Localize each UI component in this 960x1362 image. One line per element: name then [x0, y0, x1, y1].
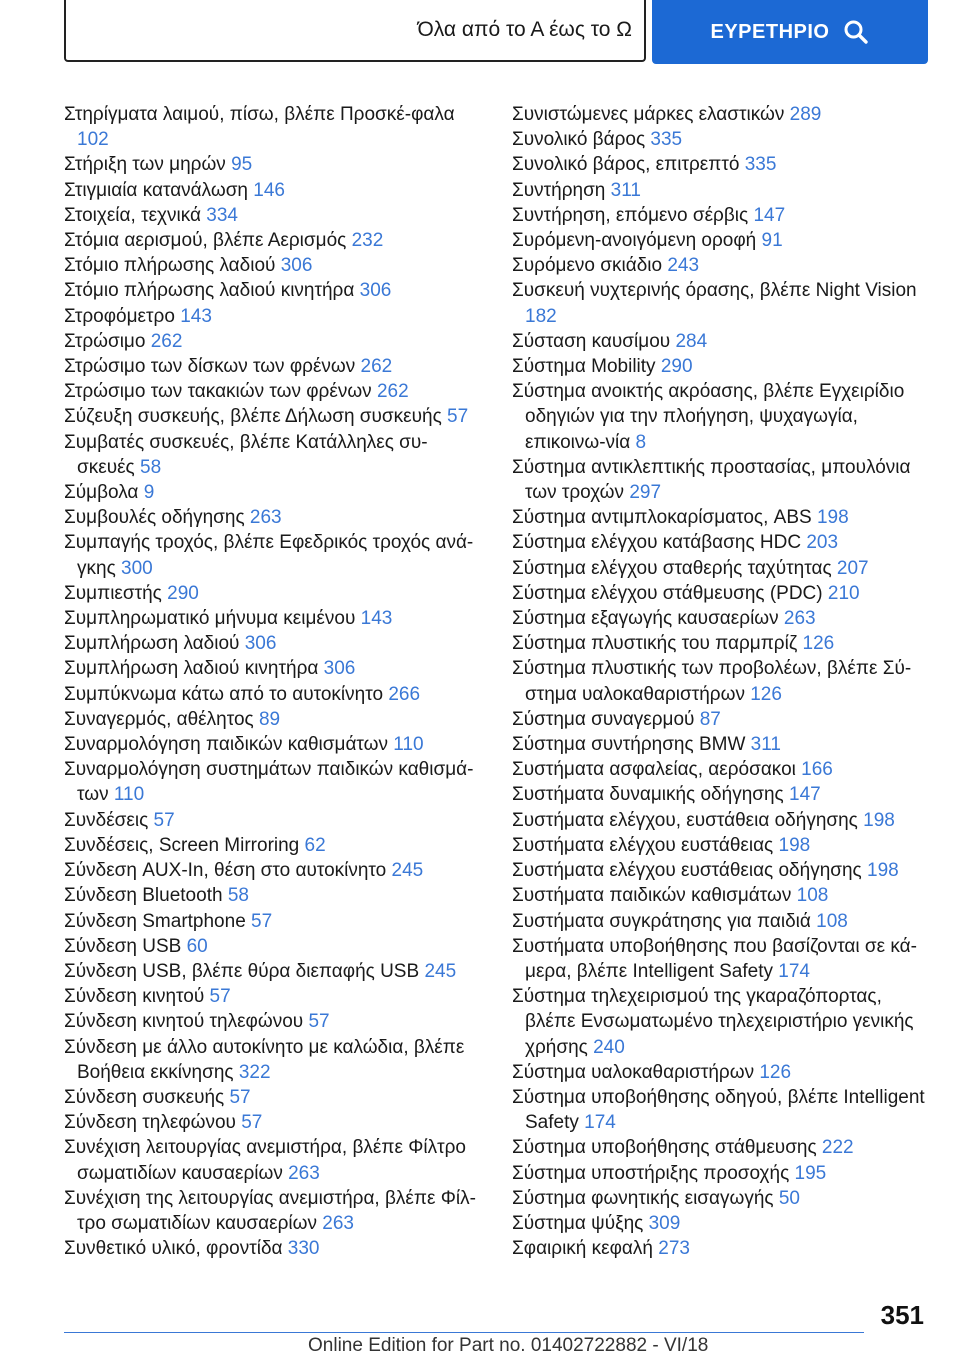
index-entry-text: Συστήματα ελέγχου ευστάθειας	[512, 834, 774, 856]
index-entry-page-link[interactable]: 126	[759, 1061, 792, 1083]
index-entry-page-link[interactable]: 243	[667, 255, 700, 277]
index-entry	[512, 354, 932, 379]
index-entry-page-link[interactable]: 147	[789, 784, 821, 806]
index-entry	[512, 278, 932, 328]
index-entry	[512, 505, 932, 530]
index-entry-text: Σύστημα φωνητικής εισαγωγής	[512, 1187, 774, 1209]
index-entry-text: Σφαιρική κεφαλή	[512, 1238, 653, 1260]
index-entry-page-link[interactable]: 290	[660, 356, 693, 378]
index-entry-page-link[interactable]: 203	[806, 532, 839, 554]
index-entry-text: Συντήρηση	[512, 179, 606, 201]
index-entry-text: Συμπλήρωση λαδιού κινητήρα	[64, 658, 319, 680]
index-entry-page-link[interactable]: 263	[322, 1212, 354, 1234]
index-column-left	[64, 102, 484, 1261]
index-entry-text: Σύστημα συντήρησης BMW	[512, 734, 746, 756]
index-entry-page-link[interactable]: 110	[393, 734, 424, 756]
index-entry-page-link[interactable]: 195	[794, 1162, 827, 1184]
index-entry	[512, 530, 932, 555]
index-entry-text: Σύστημα υποβοήθησης οδηγού, βλέπε Intelligent Safety	[512, 1086, 925, 1134]
index-entry-page-link[interactable]: 58	[227, 885, 249, 907]
index-entry-text: Σύνδεση Smartphone	[64, 910, 246, 932]
index-entry	[64, 203, 484, 228]
index-entry-text: Σύνδεση τηλεφώνου	[64, 1112, 236, 1134]
index-entry	[64, 480, 484, 505]
index-entry-page-link[interactable]: 306	[359, 280, 392, 302]
index-entry-text: Στιγμιαία κατανάλωση	[64, 179, 248, 201]
index-entry-page-link[interactable]: 245	[391, 860, 424, 882]
index-entry-text: Συνδέσεις, Screen Mirroring	[64, 834, 300, 856]
index-entry-page-link[interactable]: 174	[778, 960, 810, 982]
index-entry	[64, 909, 484, 934]
index-entry-page-link[interactable]: 95	[231, 154, 253, 176]
index-entry-text: Σύστημα πλυστικής των προβολέων, βλέπε Σύ-στημα υαλοκαθαριστήρων	[512, 658, 912, 705]
index-entry-page-link[interactable]: 108	[816, 910, 848, 932]
index-entry-text: Σύνδεση κινητού τηλεφώνου	[64, 1011, 304, 1033]
index-entry-text: Συνδέσεις	[64, 809, 149, 831]
index-entry-page-link[interactable]: 174	[584, 1112, 616, 1134]
search-icon[interactable]	[843, 19, 869, 45]
index-entry-text: Σύνδεση κινητού	[64, 986, 205, 1008]
index-entry-page-link[interactable]: 9	[143, 482, 155, 504]
index-entry	[64, 102, 484, 152]
index-entry	[512, 379, 932, 455]
index-entry	[512, 329, 932, 354]
index-entry-text: Σύστημα ανοικτής ακρόασης, βλέπε Εγχειρίδιο οδηγιών για την πλοήγηση, ψυχαγωγία, επικοινω-νία	[512, 381, 905, 453]
index-entry	[512, 707, 932, 732]
index-entry-text: Συμπλήρωση λαδιού	[64, 633, 240, 655]
index-entry	[512, 1236, 932, 1261]
index-entry-text: Συναρμολόγηση παιδικών καθισμάτων	[64, 734, 388, 756]
index-entry-page-link[interactable]: 222	[821, 1137, 854, 1159]
index-entry-text: Σύστημα ελέγχου σταθερής ταχύτητας	[512, 557, 832, 579]
index-entry-page-link[interactable]: 126	[802, 633, 835, 655]
index-entry	[512, 102, 932, 127]
index-entry-page-link[interactable]: 311	[610, 179, 641, 201]
index-entry-page-link[interactable]: 289	[789, 104, 822, 125]
index-entry-page-link[interactable]: 330	[287, 1238, 320, 1260]
index-entry-page-link[interactable]: 290	[167, 582, 199, 604]
index-entry-page-link[interactable]: 263	[288, 1162, 320, 1184]
index-entry	[512, 556, 932, 581]
index-entry	[64, 883, 484, 908]
tab-a-to-z-label: Όλα από το Α έως το Ω	[417, 18, 632, 41]
index-entry-text: Στόμια αερισμού, βλέπε Αερισμός	[64, 230, 347, 252]
index-entry-text: Συστήματα υποβοήθησης που βασίζονται σε κά-μερα, βλέπε Intelligent Safety	[512, 935, 917, 982]
index-entry-text: Στόμιο πλήρωσης λαδιού	[64, 255, 276, 277]
index-entry	[512, 581, 932, 606]
index-entry-page-link[interactable]: 57	[153, 809, 175, 831]
index-entry	[64, 757, 484, 807]
index-entry	[512, 228, 932, 253]
index-entry	[64, 984, 484, 1009]
index-entry-text: Συνολικό βάρος, επιτρεπτό	[512, 154, 740, 176]
index-entry	[64, 732, 484, 757]
index-entry	[512, 732, 932, 757]
index-entry-page-link[interactable]: 263	[783, 608, 816, 630]
index-entry-text: Σύστημα εξαγωγής καυσαερίων	[512, 608, 779, 630]
index-entry-page-link[interactable]: 322	[238, 1061, 271, 1083]
index-entry	[512, 178, 932, 203]
index-entry-page-link[interactable]: 335	[650, 129, 683, 151]
index-entry-text: Σύστημα Mobility	[512, 356, 656, 378]
index-entry-text: Συμπαγής τροχός, βλέπε Εφεδρικός τροχός ανά-γκης	[64, 532, 474, 579]
index-entry-page-link[interactable]: 306	[280, 255, 313, 277]
index-entry-text: Στοιχεία, τεχνικά	[64, 204, 201, 226]
index-entry-page-link[interactable]: 240	[593, 1036, 625, 1058]
index-entry-text: Σύστημα πλυστικής του παρμπρίζ	[512, 633, 798, 655]
index-entry-page-link[interactable]: 57	[229, 1086, 251, 1108]
index-entry	[512, 757, 932, 782]
index-entry-page-link[interactable]: 102	[77, 129, 109, 151]
index-entry-page-link[interactable]: 263	[249, 507, 282, 529]
index-entry-text: Συναρμολόγηση συστημάτων παιδικών καθισμά-των	[64, 759, 474, 806]
tab-index-label: ΕΥΡΕΤΗΡΙΟ	[710, 20, 830, 43]
index-entry-page-link[interactable]: 306	[323, 658, 356, 680]
index-entry-page-link[interactable]: 207	[836, 557, 869, 579]
index-entry	[512, 808, 932, 833]
index-entry-text: Στροφόμετρο	[64, 305, 175, 327]
index-entry-page-link[interactable]: 108	[796, 885, 829, 907]
index-entry-text: Στρώσιμο των τακακιών των φρένων	[64, 381, 372, 403]
index-entry-text: Σύνδεση συσκευής	[64, 1086, 225, 1108]
index-entry	[64, 682, 484, 707]
index-entry-page-link[interactable]: 58	[140, 456, 162, 478]
index-entry-text: Συσκευή νυχτερινής όρασης, βλέπε Night Vision	[512, 280, 917, 302]
header-tabs	[64, 0, 928, 64]
index-entry	[512, 455, 932, 505]
index-entry-text: Συστήματα ελέγχου, ευστάθεια οδήγησης	[512, 809, 858, 831]
index-entry-page-link[interactable]: 182	[525, 305, 557, 327]
index-entry	[512, 934, 932, 984]
index-entry	[512, 606, 932, 631]
index-entry-page-link[interactable]: 143	[180, 305, 212, 327]
index-entry-text: Σύστημα υποβοήθησης στάθμευσης	[512, 1137, 817, 1159]
index-entry-text: Στρώσιμο των δίσκων των φρένων	[64, 356, 356, 378]
index-entry-text: Συνιστώμενες μάρκες ελαστικών	[512, 104, 785, 125]
index-entry-page-link[interactable]: 62	[304, 834, 326, 856]
index-entry-page-link[interactable]: 87	[699, 708, 721, 730]
index-entry-page-link[interactable]: 8	[635, 431, 647, 453]
index-entry	[64, 329, 484, 354]
index-entry	[64, 404, 484, 429]
index-entry	[512, 656, 932, 706]
tab-a-to-z[interactable]	[64, 0, 646, 62]
index-entry-page-link[interactable]: 110	[113, 784, 145, 806]
index-entry-page-link[interactable]: 57	[209, 986, 231, 1008]
index-entry	[512, 1161, 932, 1186]
index-entry	[512, 152, 932, 177]
index-entry	[512, 909, 932, 934]
index-entry-page-link[interactable]: 198	[778, 834, 811, 856]
index-entry	[64, 656, 484, 681]
index-entry-page-link[interactable]: 306	[244, 633, 277, 655]
index-entry	[64, 505, 484, 530]
index-entry-page-link[interactable]: 311	[750, 734, 781, 756]
index-entry-page-link[interactable]: 334	[206, 204, 238, 226]
index-entry-text: Συστήματα δυναμικής οδήγησης	[512, 784, 784, 806]
index-entry-page-link[interactable]: 262	[376, 381, 409, 403]
index-entry	[64, 581, 484, 606]
index-entry-page-link[interactable]: 232	[351, 230, 384, 252]
index-entry	[64, 808, 484, 833]
index-entry-text: Σύστημα υαλοκαθαριστήρων	[512, 1061, 755, 1083]
index-entry-text: Σύστημα ψύξης	[512, 1212, 644, 1234]
index-entry-text: Συστήματα παιδικών καθισμάτων	[512, 885, 792, 907]
index-entry-text: Σύμβολα	[64, 482, 139, 504]
index-entry-page-link[interactable]: 57	[447, 406, 469, 428]
index-entry	[64, 631, 484, 656]
index-entry-page-link[interactable]: 57	[241, 1112, 263, 1134]
index-entry	[64, 833, 484, 858]
index-entry-text: Σύστημα αντικλεπτικής προστασίας, μπουλόνια των τροχών	[512, 456, 911, 504]
index-entry-text: Συστήματα συγκράτησης για παιδιά	[512, 910, 811, 932]
index-entry-page-link[interactable]: 143	[360, 608, 393, 630]
index-entry-text: Σύστημα τηλεχειρισμού της γκαραζόπορτας, βλέπε Ενσωματωμένο τηλεχειριστήριο γενικής χρήσης	[512, 986, 914, 1058]
index-entry	[64, 278, 484, 303]
index-column-right	[512, 102, 932, 1261]
index-entry	[64, 959, 484, 984]
index-entry	[64, 1085, 484, 1110]
tab-index[interactable]	[652, 0, 928, 64]
index-entry-page-link[interactable]: 60	[186, 935, 208, 957]
index-entry	[64, 354, 484, 379]
index-entry-text: Συνθετικό υλικό, φροντίδα	[64, 1238, 283, 1260]
index-entry-page-link[interactable]: 262	[150, 330, 183, 352]
index-entry-text: Συμβουλές οδήγησης	[64, 507, 245, 529]
index-entry-page-link[interactable]: 266	[388, 683, 421, 705]
index-entry-page-link[interactable]: 300	[121, 557, 153, 579]
index-entry-page-link[interactable]: 57	[308, 1011, 330, 1033]
index-entry	[64, 1009, 484, 1034]
index-entry	[64, 606, 484, 631]
index-entry	[512, 858, 932, 883]
index-entry-text: Σύστημα αντιμπλοκαρίσματος, ABS	[512, 507, 812, 529]
index-entry-page-link[interactable]: 198	[867, 860, 899, 882]
index-entry-page-link[interactable]: 198	[863, 809, 895, 831]
index-entry	[64, 1110, 484, 1135]
index-entry	[64, 1135, 484, 1185]
footer-edition: Online Edition for Part no. 01402722882 - VI/18	[308, 1335, 709, 1356]
index-entry	[64, 228, 484, 253]
index-entry-text: Συνέχιση της λειτουργίας ανεμιστήρα, βλέπε Φίλ-τρο σωματιδίων καυσαερίων	[64, 1187, 476, 1234]
page-number: 351	[880, 1300, 924, 1330]
index-entry-page-link[interactable]: 198	[816, 507, 849, 529]
index-entry	[64, 430, 484, 480]
index-entry	[64, 1035, 484, 1085]
index-entry	[64, 379, 484, 404]
index-entry-text: Στόμιο πλήρωσης λαδιού κινητήρα	[64, 280, 355, 302]
index-entry-page-link[interactable]: 126	[750, 683, 782, 705]
index-entry	[64, 934, 484, 959]
index-entry-page-link[interactable]: 273	[658, 1238, 690, 1260]
index-entry-text: Σύνδεση AUX-In, θέση στο αυτοκίνητο	[64, 860, 387, 882]
index-entry-text: Σύζευξη συσκευής, βλέπε Δήλωση συσκευής	[64, 406, 442, 428]
index-entry	[64, 707, 484, 732]
index-entry	[512, 253, 932, 278]
index-entry-text: Σύσταση καυσίμου	[512, 330, 671, 352]
index-entry-text: Συνέχιση λειτουργίας ανεμιστήρα, βλέπε Φίλτρο σωματιδίων καυσαερίων	[64, 1137, 466, 1184]
index-entry-text: Στρώσιμο	[64, 330, 146, 352]
index-entry	[64, 152, 484, 177]
index-entry-page-link[interactable]: 297	[629, 482, 662, 504]
index-entry-text: Συναγερμός, αθέλητος	[64, 708, 254, 730]
index-entry	[512, 782, 932, 807]
index-entry-text: Συνολικό βάρος	[512, 129, 646, 151]
index-entry	[64, 253, 484, 278]
index-entry-page-link[interactable]: 210	[827, 582, 860, 604]
index-entry-text: Συμπληρωματικό μήνυμα κειμένου	[64, 608, 356, 630]
index-entry-text: Σύνδεση Bluetooth	[64, 885, 223, 907]
index-entry-text: Συρόμενη-ανοιγόμενη οροφή	[512, 230, 757, 252]
index-entry	[512, 833, 932, 858]
index-entry	[64, 1236, 484, 1261]
index-entry-page-link[interactable]: 50	[778, 1187, 800, 1209]
index-entry-page-link[interactable]: 146	[253, 179, 285, 201]
index-entry-text: Συστήματα ασφαλείας, αερόσακοι	[512, 759, 796, 781]
index-entry	[64, 858, 484, 883]
index-entry-page-link[interactable]: 57	[251, 910, 273, 932]
index-entry-page-link[interactable]: 245	[424, 960, 457, 982]
index-entry	[512, 127, 932, 152]
index-entry	[512, 1211, 932, 1236]
index-entry-text: Στηρίγματα λαιμού, πίσω, βλέπε Προσκέ-φαλα	[64, 104, 455, 125]
index-entry	[512, 883, 932, 908]
index-entry-page-link[interactable]: 309	[648, 1212, 681, 1234]
index-entry	[64, 178, 484, 203]
index-entry-text: Στήριξη των μηρών	[64, 154, 226, 176]
index-entry-text: Συμπιεστής	[64, 582, 162, 604]
index-entry-page-link[interactable]: 284	[675, 330, 708, 352]
index-entry	[512, 1060, 932, 1085]
index-entry-page-link[interactable]: 91	[761, 230, 783, 252]
index-entry-text: Σύνδεση USB, βλέπε θύρα διεπαφής USB	[64, 960, 420, 982]
index-entry	[512, 631, 932, 656]
index-entry-page-link[interactable]: 335	[744, 154, 777, 176]
index-entry-text: Σύστημα υποστήριξης προσοχής	[512, 1162, 790, 1184]
index-entry-text: Σύνδεση USB	[64, 935, 182, 957]
index-entry-text: Σύστημα ελέγχου στάθμευσης (PDC)	[512, 582, 823, 604]
index-entry-text: Συστήματα ελέγχου ευστάθειας οδήγησης	[512, 860, 862, 882]
index-entry-page-link[interactable]: 147	[753, 204, 786, 226]
index-entry	[64, 530, 484, 580]
footer-divider	[64, 1332, 864, 1333]
index-entry	[64, 1186, 484, 1236]
index-entry-text: Σύστημα ελέγχου κατάβασης HDC	[512, 532, 802, 554]
index-entry	[512, 1135, 932, 1160]
index-entry-text: Συμπύκνωμα κάτω από το αυτοκίνητο	[64, 683, 384, 705]
index-entry	[64, 304, 484, 329]
index-entry	[512, 1085, 932, 1135]
index-entry-page-link[interactable]: 166	[801, 759, 833, 781]
index-entry-text: Σύνδεση με άλλο αυτοκίνητο με καλώδια, βλέπε Βοήθεια εκκίνησης	[64, 1036, 465, 1083]
index-entry	[512, 203, 932, 228]
index-entry-page-link[interactable]: 262	[360, 356, 393, 378]
index-entry	[512, 984, 932, 1060]
index-entry-text: Συμβατές συσκευές, βλέπε Κατάλληλες συ-σκευές	[64, 431, 428, 478]
index-entry-text: Σύστημα συναγερμού	[512, 708, 695, 730]
index-entry-text: Συρόμενο σκιάδιο	[512, 255, 663, 277]
index-entry-page-link[interactable]: 89	[258, 708, 281, 730]
index-entry-text: Συντήρηση, επόμενο σέρβις	[512, 204, 749, 226]
index-entry	[512, 1186, 932, 1211]
